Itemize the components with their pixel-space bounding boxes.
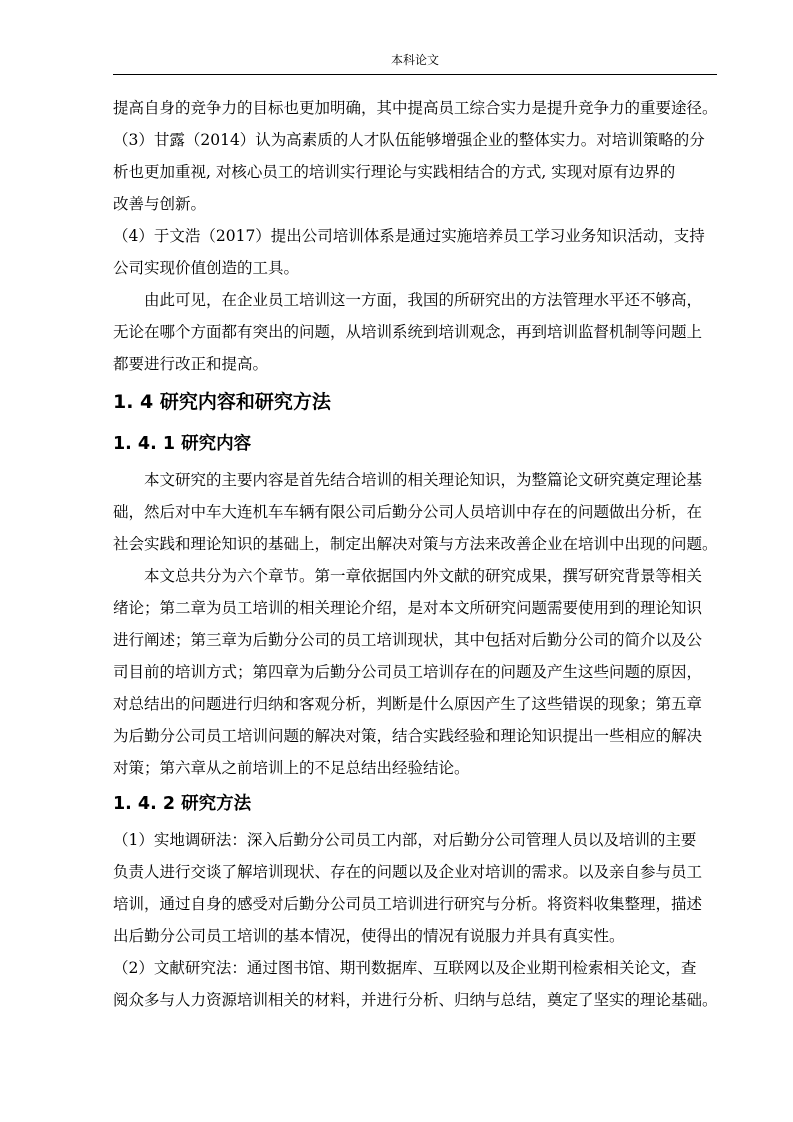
paragraph-line: （2）文献研究法：通过图书馆、期刊数据库、互联网以及企业期刊检索相关论文，查 bbox=[113, 959, 697, 977]
paragraph-line: 负责人进行交谈了解培训现状、存在的问题以及企业对培训的需求。以及亲自参与员工 bbox=[113, 863, 703, 881]
paragraph-line: （4）于文浩（2017）提出公司培训体系是通过实施培养员工学习业务知识活动，支持 bbox=[113, 227, 705, 245]
paragraph-line: 础，然后对中车大连机车车辆有限公司后勤分公司人员培训中存在的问题做出分析，在 bbox=[113, 503, 703, 521]
paragraph-line: 对总结出的问题进行归纳和客观分析，判断是什么原因产生了这些错误的现象；第五章 bbox=[113, 695, 703, 713]
page-header bbox=[113, 50, 717, 75]
header-title: 本科论文 bbox=[390, 53, 439, 67]
paragraph-line: 公司实现价值创造的工具。 bbox=[113, 259, 300, 277]
paragraph-line: 本文总共分为六个章节。第一章依据国内外文献的研究成果，撰写研究背景等相关 bbox=[144, 567, 703, 585]
paragraph-line: 对策；第六章从之前培训上的不足总结出经验结论。 bbox=[113, 759, 470, 777]
paragraph-line: 绪论；第二章为员工培训的相关理论介绍，是对本文所研究问题需要使用到的理论知识 bbox=[113, 599, 703, 617]
paragraph-line: 社会实践和理论知识的基础上，制定出解决对策与方法来改善企业在培训中出现的问题。 bbox=[113, 535, 718, 553]
section-heading: 1. 4 研究内容和研究方法 bbox=[113, 391, 331, 413]
paragraph-line: 阅众多与人力资源培训相关的材料，并进行分析、归纳与总结，奠定了坚实的理论基础。 bbox=[113, 991, 718, 1009]
paragraph-line: 析也更加重视, 对核心员工的培训实行理论与实践相结合的方式, 实现对原有边界的 bbox=[113, 163, 676, 181]
subsection-heading: 1. 4. 1 研究内容 bbox=[113, 434, 252, 454]
paragraph-line: （3）甘露（2014）认为高素质的人才队伍能够增强企业的整体实力。对培训策略的分 bbox=[113, 131, 705, 149]
paragraph-line: 提高自身的竞争力的目标也更加明确，其中提高员工综合实力是提升竞争力的重要途径。 bbox=[113, 99, 718, 117]
paragraph-line: 司目前的培训方式；第四章为后勤分公司员工培训存在的问题及产生这些问题的原因， bbox=[113, 663, 703, 681]
subsection-heading: 1. 4. 2 研究方法 bbox=[113, 794, 252, 814]
paragraph-line: 由此可见，在企业员工培训这一方面，我国的所研究出的方法管理水平还不够高， bbox=[144, 291, 703, 309]
document-body bbox=[113, 92, 725, 1016]
paragraph-line: （1）实地调研法：深入后勤分公司员工内部，对后勤分公司管理人员以及培训的主要 bbox=[113, 831, 697, 849]
paragraph-line: 都要进行改正和提高。 bbox=[113, 355, 269, 373]
paragraph-line: 出后勤分公司员工培训的基本情况，使得出的情况有说服力并具有真实性。 bbox=[113, 927, 625, 945]
paragraph-line: 进行阐述；第三章为后勤分公司的员工培训现状，其中包括对后勤分公司的简介以及公 bbox=[113, 631, 703, 649]
paragraph-line: 为后勤分公司员工培训问题的解决对策，结合实践经验和理论知识提出一些相应的解决 bbox=[113, 727, 703, 745]
paragraph-line: 本文研究的主要内容是首先结合培训的相关理论知识，为整篇论文研究奠定理论基 bbox=[144, 471, 703, 489]
paragraph-line: 无论在哪个方面都有突出的问题，从培训系统到培训观念，再到培训监督机制等问题上 bbox=[113, 323, 703, 341]
paragraph-line: 培训，通过自身的感受对后勤分公司员工培训进行研究与分析。将资料收集整理，描述 bbox=[113, 895, 703, 913]
paragraph-line: 改善与创新。 bbox=[113, 195, 207, 213]
